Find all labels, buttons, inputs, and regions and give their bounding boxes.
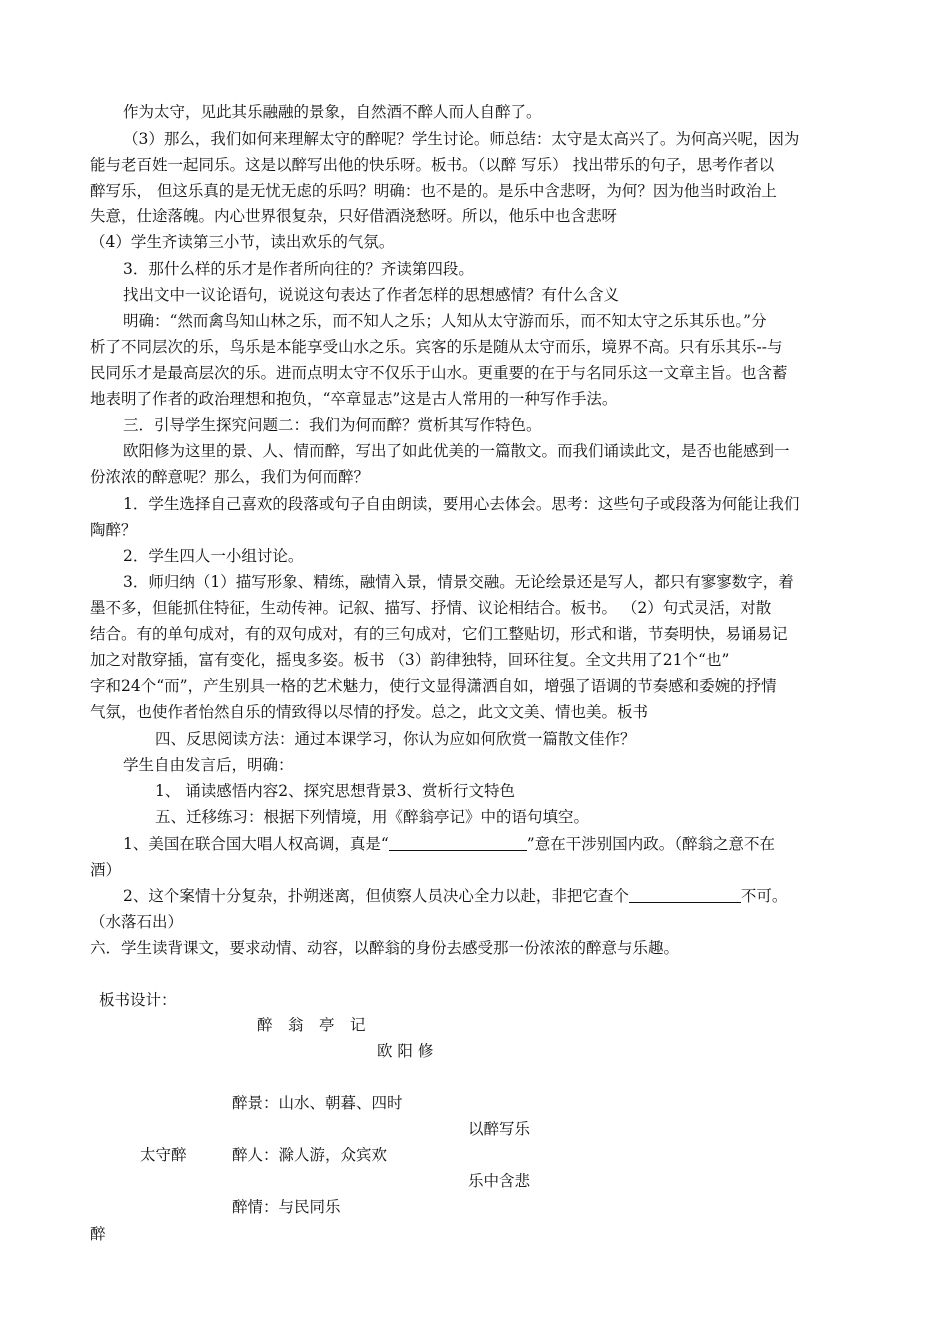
text-line: 墨不多，但能抓住特征，生动传神。记叙、描写、抒情、议论相结合。板书。 （2）句式灵活，对散 (90, 599, 772, 617)
text-line: 1、 诵读感悟内容2、探究思想背景3、赏析行文特色 (155, 782, 516, 800)
text-line: 份浓浓的醉意呢？那么，我们为何而醉？ (90, 468, 370, 486)
text-line: 学生自由发言后，明确： (123, 756, 294, 774)
text-line: 能与老百姓一起同乐。这是以醉写出他的快乐呀。板书。（以醉 写乐） 找出带乐的句子，思考作者以 (90, 156, 775, 174)
text-line: 欧阳修为这里的景、人、情而醉，写出了如此优美的一篇散文。而我们诵读此文，是否也能感到一 (123, 442, 790, 460)
text-line: 气氛，也使作者怡然自乐的情致得以尽情的抒发。总之，此文文美、情也美。板书 (90, 703, 649, 721)
text-line: 三．引导学生探究问题二：我们为何而醉？赏析其写作特色。 (123, 416, 542, 434)
text-line: 五、迁移练习：根据下列情境，用《醉翁亭记》中的语句填空。 (155, 808, 590, 826)
board-last: 醉 (90, 1225, 106, 1243)
board-sorrow: 乐中含悲 (468, 1172, 531, 1190)
board-people: 醉人：滁人游，众宾欢 (232, 1146, 388, 1164)
text-line: 六．学生读背课文，要求动情、动容，以醉翁的身份去感受那一份浓浓的醉意与乐趣。 (90, 939, 680, 957)
text-line: 3．那什么样的乐才是作者所向往的？齐读第四段。 (123, 260, 474, 278)
fill-in-blank[interactable] (389, 834, 527, 851)
board-scene: 醉景：山水、朝暮、四时 (232, 1094, 403, 1112)
fill-in-blank[interactable] (629, 886, 741, 903)
exercise-2: 2、这个案情十分复杂，扑朔迷离，但侦察人员决心全力以赴，非把它查个 不可。 (123, 887, 788, 905)
text-line: 找出文中一议论语句，说说这句表达了作者怎样的思想感情？有什么含义 (123, 286, 620, 304)
exercise-1: 1、美国在联合国大唱人权高调，真是“ ”意在干涉别国内政。（醉翁之意不在 (123, 835, 775, 853)
text-line: 1．学生选择自己喜欢的段落或句子自由朗读，要用心去体会。思考：这些句子或段落为何能让我们 (123, 495, 800, 513)
board-joy: 以醉写乐 (468, 1120, 531, 1138)
board-center: 太守醉 (140, 1146, 187, 1164)
text-line: 陶醉？ (90, 521, 137, 539)
text-line: 醉写乐， 但这乐真的是无忧无虑的乐吗？明确：也不是的。是乐中含悲呀，为何？因为他当时政治上 (90, 182, 777, 200)
text-line: 作为太守，见此其乐融融的景象，自然酒不醉人而人自醉了。 (123, 103, 542, 121)
board-feeling: 醉情：与民同乐 (232, 1198, 341, 1216)
text-line: 民同乐才是最高层次的乐。进而点明太守不仅乐于山水。更重要的在于与名同乐这一文章主旨。也含蓄 (90, 364, 788, 382)
text-line: （水落石出） (90, 913, 184, 931)
board-label: 板书设计： (99, 991, 177, 1009)
text-line: 失意，仕途落魄。内心世界很复杂，只好借酒浇愁呀。所以，他乐中也含悲呀 (90, 207, 618, 225)
text-line: 2．学生四人一小组讨论。 (123, 547, 304, 565)
text-line: （3）那么，我们如何来理解太守的醉呢？学生讨论。师总结：太守是太高兴了。为何高兴呢，因为 (123, 130, 800, 148)
text-line: 酒） (90, 861, 122, 879)
text-line: 结合。有的单句成对，有的双句成对，有的三句成对，它们工整贴切，形式和谐，节奏明快，易诵易记 (90, 625, 788, 643)
text-line: 明确：“然而禽鸟知山林之乐，而不知人之乐；人知从太守游而乐，而不知太守之乐其乐也。”分 (123, 312, 767, 330)
text-line: 析了不同层次的乐，鸟乐是本能享受山水之乐。宾客的乐是随从太守而乐，境界不高。只有乐其乐--与 (90, 338, 783, 356)
text-line: 字和24个“而”，产生别具一格的艺术魅力，使行文显得潇洒自如，增强了语调的节奏感和委婉的抒情 (90, 677, 777, 695)
text-line: 地表明了作者的政治理想和抱负，“卒章显志”这是古人常用的一种写作手法。 (90, 390, 618, 408)
text-line: （4）学生齐读第三小节，读出欢乐的气氛。 (90, 233, 395, 251)
text-line: 加之对散穿插，富有变化，摇曳多姿。板书 （3）韵律独特，回环往复。全文共用了21个“也” (90, 651, 730, 669)
text-line: 3．师归纳（1）描写形象、精练，融情入景，情景交融。无论绘景还是写人，都只有寥寥数字，着 (123, 573, 794, 591)
text-line: 四、反思阅读方法：通过本课学习，你认为应如何欣赏一篇散文佳作？ (155, 730, 636, 748)
board-title: 醉 翁 亭 记 (257, 1016, 366, 1034)
board-author: 欧 阳 修 (377, 1042, 434, 1060)
